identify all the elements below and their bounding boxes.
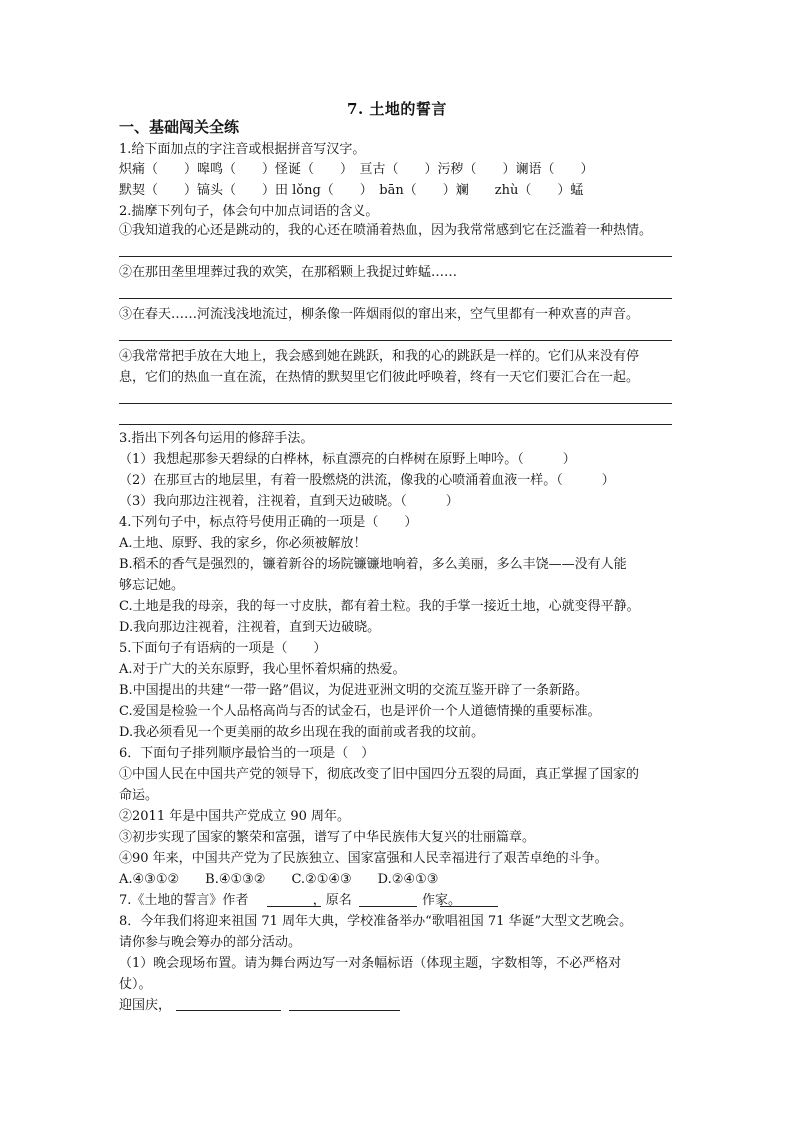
- section-heading: 一、基础闯关全练: [119, 118, 240, 136]
- q4-option-c[interactable]: C.土地是我的母亲，我的每一寸皮肤，都有着土粒。我的手掌一接近土地，心就变得平静。: [119, 599, 640, 614]
- q8-answer-prefix: 迎国庆，: [119, 998, 172, 1013]
- q5-option-a[interactable]: A.对于广大的关东原野，我心里怀着炽痛的热爱。: [119, 662, 406, 677]
- q4-stem: 4.下列句子中，标点符号使用正确的一项是（ ）: [119, 515, 418, 530]
- answer-line[interactable]: [119, 298, 672, 299]
- q6-options[interactable]: A.④③①② B.④①③② C.②①④③ D.②④①③: [119, 872, 439, 887]
- q6-sentence-4: ④90 年来，中国共产党为了民族独立、国家富强和人民幸福进行了艰苦卓绝的斗争。: [119, 851, 608, 866]
- answer-line[interactable]: [119, 340, 672, 341]
- q4-option-b-cont: 够忘记她。: [119, 578, 185, 593]
- q6-sentence-1-cont: 命运。: [119, 788, 159, 803]
- answer-line[interactable]: [119, 403, 672, 404]
- q2-sentence-3: ③在春天……河流浅浅地流过，柳条像一阵烟雨似的窜出来，空气里都有一种欢喜的声音。: [119, 307, 640, 322]
- q5-option-d[interactable]: D.我必须看见一个更美丽的故乡出现在我的面前或者我的坟前。: [119, 725, 485, 740]
- q7-middle: ，原名: [312, 893, 352, 908]
- q8-stem: 8．今年我们将迎来祖国 71 周年大典，学校准备举办“歌唱祖国 71 华诞”大型文艺晚会。: [119, 914, 633, 929]
- answer-line[interactable]: [119, 424, 672, 425]
- author-blank[interactable]: [267, 906, 321, 907]
- q1-row-2: 默契（ ）镐头（ ）田 lǒng（ ） bān（ ）斓 zhù（ ）蜢: [119, 183, 584, 198]
- q6-sentence-1: ①中国人民在中国共产党的领导下，彻底改变了旧中国四分五裂的局面，真正掌握了国家的: [119, 767, 640, 782]
- q5-option-c[interactable]: C.爱国是检验一个人品格高尚与否的试金石，也是评价一个人道德情操的重要标准。: [119, 704, 601, 719]
- q7-prefix: 7.《土地的誓言》作者: [119, 893, 249, 908]
- q1-row-1: 炽痛（ ）嗥鸣（ ）怪诞（ ） 亘古（ ）污秽（ ）谰语（ ）: [119, 162, 594, 177]
- q4-option-a[interactable]: A.土地、原野、我的家乡，你必须被解放！: [119, 536, 367, 551]
- q8-sub-1-cont: 仗）。: [119, 977, 152, 992]
- q6-stem: 6．下面句子排列顺序最恰当的一项是（ ）: [119, 746, 375, 761]
- q2-stem: 2.揣摩下列句子，体会句中加点词语的含义。: [119, 204, 379, 219]
- q8-stem-cont: 请你参与晚会筹办的部分活动。: [119, 935, 302, 950]
- q1-stem: 1.给下面加点的字注音或根据拼音写汉字。: [119, 142, 366, 157]
- banner-blank-1[interactable]: [176, 1010, 281, 1011]
- q3-item-3: （3）我向那边注视着，注视着，直到天边破晓。（ ）: [119, 494, 459, 509]
- q2-sentence-1: ①我知道我的心还是跳动的，我的心还在喷涌着热血，因为我常常感到它在泛滥着一种热情。: [119, 223, 653, 238]
- q7-line: [119, 892, 461, 910]
- page-title: 7. 土地的誓言: [347, 100, 447, 118]
- q6-sentence-2: ②2011 年是中国共产党成立 90 周年。: [119, 809, 351, 824]
- original-name-blank[interactable]: [359, 906, 417, 907]
- answer-line[interactable]: [119, 256, 672, 257]
- q3-item-1: （1）我想起那参天碧绿的白桦林，标直漂亮的白桦树在原野上呻吟。（ ）: [119, 452, 576, 467]
- q5-stem: 5.下面句子有语病的一项是（ ）: [119, 641, 327, 656]
- nationality-blank[interactable]: [440, 906, 498, 907]
- q7-suffix: 作家。: [421, 893, 461, 908]
- q3-item-2: （2）在那亘古的地层里，有着一股燃烧的洪流，像我的心喷涌着血液一样。（ ）: [119, 473, 615, 488]
- q2-sentence-4a: ④我常常把手放在大地上，我会感到她在跳跃，和我的心的跳跃是一样的。它们从来没有停: [119, 349, 640, 364]
- q4-option-d[interactable]: D.我向那边注视着，注视着，直到天边破晓。: [119, 620, 381, 635]
- banner-blank-2[interactable]: [289, 1010, 400, 1011]
- q4-option-b[interactable]: B.稻禾的香气是强烈的，镰着新谷的场院镰镰地响着，多么美丽，多么丰饶——没有人能: [119, 557, 627, 572]
- q5-option-b[interactable]: B.中国提出的共建“一带一路”倡议，为促进亚洲文明的交流互鉴开辟了一条新路。: [119, 683, 588, 698]
- q2-sentence-2: ②在那田垄里埋葬过我的欢笑，在那稻颗上我捉过蚱蜢……: [119, 265, 458, 280]
- q8-sub-1: （1）晚会现场布置。请为舞台两边写一对条幅标语（体现主题，字数相等，不必严格对: [119, 956, 622, 971]
- q2-sentence-4b: 息，它们的热血一直在流，在热情的默契里它们彼此呼唤着，终有一天它们要汇合在一起。: [119, 370, 640, 385]
- q6-sentence-3: ③初步实现了国家的繁荣和富强，谱写了中华民族伟大复兴的壮丽篇章。: [119, 830, 536, 845]
- q3-stem: 3.指出下列各句运用的修辞手法。: [119, 431, 314, 446]
